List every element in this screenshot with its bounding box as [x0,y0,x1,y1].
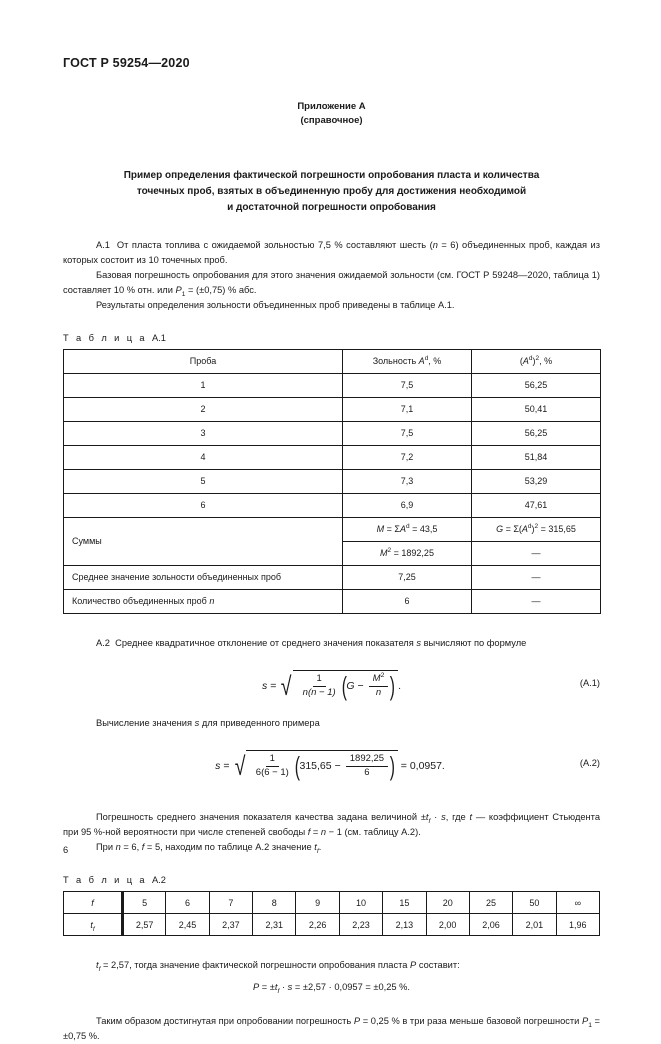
radical-sign: √ [281,670,292,701]
table-a2-label-tf: $t_f$ [64,914,123,936]
cell-dash: — [472,589,601,613]
cell-f: 7 [209,892,252,914]
cell-ash-squared: 47,61 [472,493,601,517]
cell-dash: — [472,541,601,565]
paren-close: ) [390,671,396,702]
formula-a2-equals: = [223,759,230,772]
cell-tf: 2,26 [296,914,339,936]
paren-close: ) [389,751,396,782]
cell-f: 5 [123,892,166,914]
formula-a1-frac-1 [299,674,340,698]
paren-open: ( [294,751,300,782]
cell-f: 10 [339,892,382,914]
table-a1-body [64,373,601,613]
cell-ash-squared: 50,41 [472,397,601,421]
formula-a1-tag: (А.1) [579,677,600,688]
table-a1-caption [63,333,600,343]
appendix-title-line-3: и достаточной погрешности опробования [227,201,436,213]
cell-tf: 1,96 [556,914,599,936]
cell-mean-label: Среднее значение зольности объединенных проб [64,565,343,589]
table-a1-header-ash: Зольность $A^d$, % [343,349,472,373]
cell-sum-g: $G = \Sigma(A^d)^2 = 315,65$ [472,517,601,541]
cell-sample: 4 [64,445,343,469]
table-a2-caption-label: Т а б л и ц а [63,875,147,885]
standard-header: ГОСТ Р 59254—2020 [63,56,190,70]
table-a1-caption-number: А.1 [151,332,166,343]
cell-f: 25 [469,892,512,914]
formula-a2-frac-1 [252,754,293,778]
frac-numerator: 1 [266,754,279,767]
paragraph-a1-1: А.1 От пласта топлива с ожидаемой зольностью 7,5 % составляют шесть (n = 6) объединенных проб, каждая из которых состоит из 10 точечных проб. [63,239,600,265]
page-content [63,0,600,1044]
table-row [64,445,601,469]
section-a2-intro [63,636,600,651]
cell-sample: 6 [64,493,343,517]
sqrt-icon [279,670,398,701]
paragraph-a2-2: Вычисление значения s для приведенного примера [96,717,320,728]
frac-denominator: n(n − 1) [302,686,336,698]
table-a1-header-row [64,349,601,373]
formula-a1-row [63,664,600,708]
cell-ash-squared: 56,25 [472,421,601,445]
section-a2-conclusion [63,958,600,995]
table-a2-caption-number: А.2 [151,875,166,885]
formula-a1-equals: = [270,679,277,692]
appendix-title-line-2: точечных проб, взятых в объединенную пробу для достижения необходимой [136,185,527,197]
cell-tf: 2,57 [123,914,166,936]
table-a1-header-sample: Проба [64,349,343,373]
cell-ash: 7,5 [343,421,472,445]
cell-ash-squared: 51,84 [472,445,601,469]
cell-ash: 7,2 [343,445,472,469]
table-row [64,421,601,445]
table-a2-row-tf [64,914,600,936]
table-a1-caption-label: Т а б л и ц а [63,332,147,343]
table-row [64,373,601,397]
formula-a2-minus: − [334,760,341,773]
cell-f: 50 [513,892,556,914]
formula-a2-tag: (А.2) [579,757,600,768]
section-a2-final [63,1014,600,1044]
cell-tf: 2,01 [513,914,556,936]
formula-a1-radicand [293,670,398,701]
frac-numerator: 1892,25 [346,754,388,767]
table-row-sums-1 [64,517,601,541]
appendix-title-line-1: Пример определения фактической погрешности опробования пласта и количества [123,169,540,181]
formula-a2-result: = 0,0957. [400,759,445,772]
cell-f: 20 [426,892,469,914]
cell-tf: 2,06 [469,914,512,936]
cell-f-infinity: ∞ [556,892,599,914]
paragraph-a1-3: Результаты определения зольности объединенных проб приведены в таблице А.1. [96,299,455,310]
formula-a2-g-value: 315,65 [299,760,332,773]
appendix-label: Приложение А [297,101,366,112]
paragraph-a1-2: Базовая погрешность опробования для этого значения ожидаемой зольности (см. ГОСТ Р 59248—2020, таблица 1) составляет 10 % отн. или $P_1 = (\pm 0,75)$ % абс. [63,269,600,298]
cell-tf: 2,00 [426,914,469,936]
table-row-count [64,589,601,613]
table-row [64,397,601,421]
formula-a1-frac-2 [369,674,389,698]
cell-mean-value: 7,25 [343,565,472,589]
table-row [64,493,601,517]
formula-a1-lhs: s [262,679,268,692]
table-a2 [63,891,600,936]
cell-tf: 2,13 [383,914,426,936]
cell-tf: 2,37 [209,914,252,936]
cell-ash: 7,5 [343,373,472,397]
paragraph-a2-1: А.2 Среднее квадратичное отклонение от среднего значения показателя s вычисляют по формуле [96,637,527,648]
appendix-title [63,168,600,216]
clause-number-a2: А.2 [96,637,110,648]
formula-a2-lhs: s [215,759,221,772]
paragraph-a2-4: При n = 6, f = 5, находим по таблице А.2 значение $t_f$. [96,841,322,855]
appendix-heading [63,100,600,128]
section-a1-paragraphs [63,238,600,313]
table-row-mean [64,565,601,589]
formula-a1-minus: − [357,680,364,693]
cell-ash-squared: 56,25 [472,373,601,397]
formula-p-result: $P = \pm t_f \cdot s = \pm 2,57 \cdot 0,0957 = \pm 0,25$ %. [253,982,410,995]
formula-a2-radicand [246,750,398,781]
cell-f: 9 [296,892,339,914]
appendix-kind: (справочное) [300,114,363,126]
table-row [64,469,601,493]
cell-dash: — [472,565,601,589]
cell-sample: 2 [64,397,343,421]
formula-a1-period: . [398,679,401,692]
sqrt-icon [233,750,398,781]
cell-ash: 6,9 [343,493,472,517]
cell-f: 6 [166,892,209,914]
table-a2-row-f [64,892,600,914]
frac-denominator: n [375,686,382,698]
cell-sample: 1 [64,373,343,397]
clause-number-a1: А.1 [96,239,110,250]
formula-a1-g: G [346,680,355,693]
formula-a2-row [63,744,600,788]
cell-ash: 7,1 [343,397,472,421]
table-a2-label-f: f [64,892,123,914]
cell-f: 8 [253,892,296,914]
cell-sample: 5 [64,469,343,493]
cell-count-value: 6 [343,589,472,613]
cell-sample: 3 [64,421,343,445]
cell-sum-m: $M = \Sigma A^d = 43,5$ [343,517,472,541]
formula-a2-frac-2 [346,754,388,778]
cell-sums-label: Суммы [64,517,343,565]
cell-f: 15 [383,892,426,914]
cell-ash-squared: 53,29 [472,469,601,493]
table-a1-header-ash-squared: $(A^d)^2$, % [472,349,601,373]
table-a2-body [64,892,600,936]
formula-a2 [63,744,600,788]
cell-tf: 2,45 [166,914,209,936]
frac-numerator: 1 [313,674,326,687]
page-number: 6 [63,845,69,855]
frac-denominator: 6 [364,766,370,778]
table-a1 [63,349,601,614]
section-a2-student [63,810,600,855]
formula-a1 [63,664,600,708]
paragraph-a2-5: $t_f = 2,57$, тогда значение фактической погрешности опробования пласта P составит: [96,960,460,973]
frac-denominator: 6(6 − 1) [255,766,289,778]
cell-tf: 2,23 [339,914,382,936]
cell-m-squared: $M^2 = 1892,25$ [343,541,472,565]
paren-open: ( [341,671,347,702]
table-a2-caption [63,875,600,885]
paragraph-a2-6: Таким образом достигнутая при опробовании погрешность P = 0,25 % в три раза меньше базовой погрешности $P_1 = \pm 0,75$ %. [63,1016,600,1042]
cell-ash: 7,3 [343,469,472,493]
cell-count-label: Количество объединенных проб n [64,589,343,613]
paragraph-a2-3: Погрешность среднего значения показателя качества задана величиной $\pm t_f \cdot s$, где t — коэффициент Стьюдента при 95 %-ной вероятности при числе степеней свободы f = n − 1 (см. таблицу А.2). [63,811,601,837]
cell-tf: 2,31 [253,914,296,936]
frac-numerator: $M^2$ [369,674,389,687]
radical-sign: √ [234,750,246,781]
